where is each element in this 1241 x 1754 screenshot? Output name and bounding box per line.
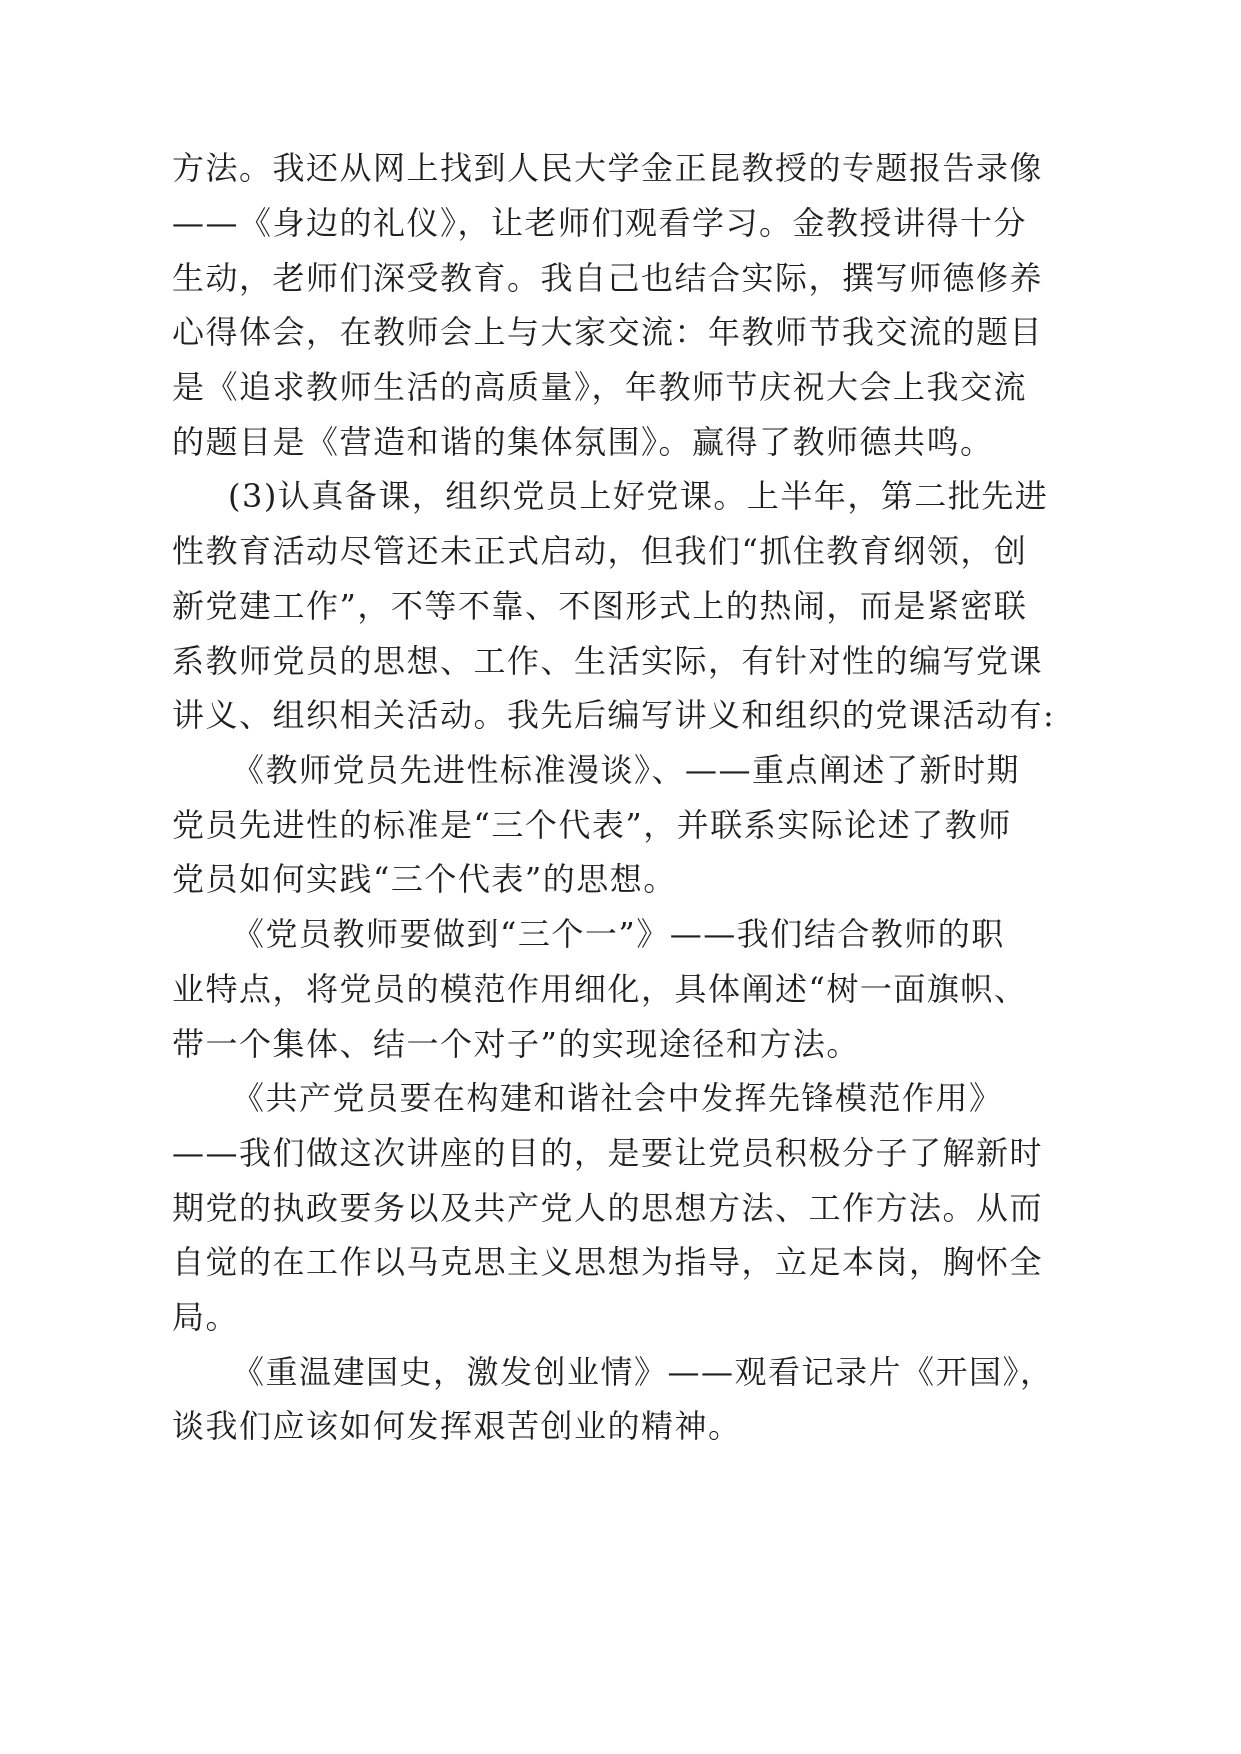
text-line: 《重温建国史，激发创业情》——观看记录片《开国》， [232, 1353, 1054, 1391]
text-line: 性教育活动尽管还未正式启动，但我们“抓住教育纲领，创 [172, 532, 1028, 570]
text-line: 《共产党员要在构建和谐社会中发挥先锋模范作用》 [232, 1079, 1003, 1117]
text-line: 的题目是《营造和谐的集体氛围》。赢得了教师德共鸣。 [172, 423, 994, 461]
text-line: 生动，老师们深受教育。我自己也结合实际，撰写师德修养 [172, 259, 1044, 297]
text-line: 《教师党员先进性标准漫谈》、——重点阐述了新时期 [232, 751, 1021, 789]
text-line: 期党的执政要务以及共产党人的思想方法、工作方法。从而 [172, 1189, 1044, 1227]
text-line: 谈我们应该如何发挥艰苦创业的精神。 [172, 1407, 742, 1445]
text-line: ——我们做这次讲座的目的，是要让党员积极分子了解新时 [172, 1134, 1044, 1172]
text-line: 党员先进性的标准是“三个代表”，并联系实际论述了教师 [172, 806, 1012, 844]
text-line: 是《追求教师生活的高质量》，年教师节庆祝大会上我交流 [172, 368, 1028, 406]
text-line: 新党建工作”，不等不靠、不图形式上的热闹，而是紧密联 [172, 587, 1028, 625]
text-line: 带一个集体、结一个对子”的实现途径和方法。 [172, 1025, 860, 1063]
text-line: 业特点，将党员的模范作用细化，具体阐述“树一面旗帜、 [172, 970, 1028, 1008]
text-line: 系教师党员的思想、工作、生活实际，有针对性的编写党课 [172, 642, 1044, 680]
text-line: 《党员教师要做到“三个一”》——我们结合教师的职 [232, 915, 1005, 953]
text-line: 方法。我还从网上找到人民大学金正昆教授的专题报告录像 [172, 149, 1044, 187]
text-line: 局。 [172, 1298, 240, 1336]
text-line: ——《身边的礼仪》，让老师们观看学习。金教授讲得十分 [172, 204, 1028, 242]
text-line: 自觉的在工作以马克思主义思想为指导，立足本岗，胸怀全 [172, 1243, 1044, 1281]
text-line: (3)认真备课，组织党员上好党课。上半年，第二批先进 [228, 477, 1049, 515]
text-line: 心得体会，在教师会上与大家交流：年教师节我交流的题目 [172, 313, 1044, 351]
text-line: 党员如何实践“三个代表”的思想。 [172, 860, 677, 898]
text-line: 讲义、组织相关活动。我先后编写讲义和组织的党课活动有: [172, 696, 1056, 734]
